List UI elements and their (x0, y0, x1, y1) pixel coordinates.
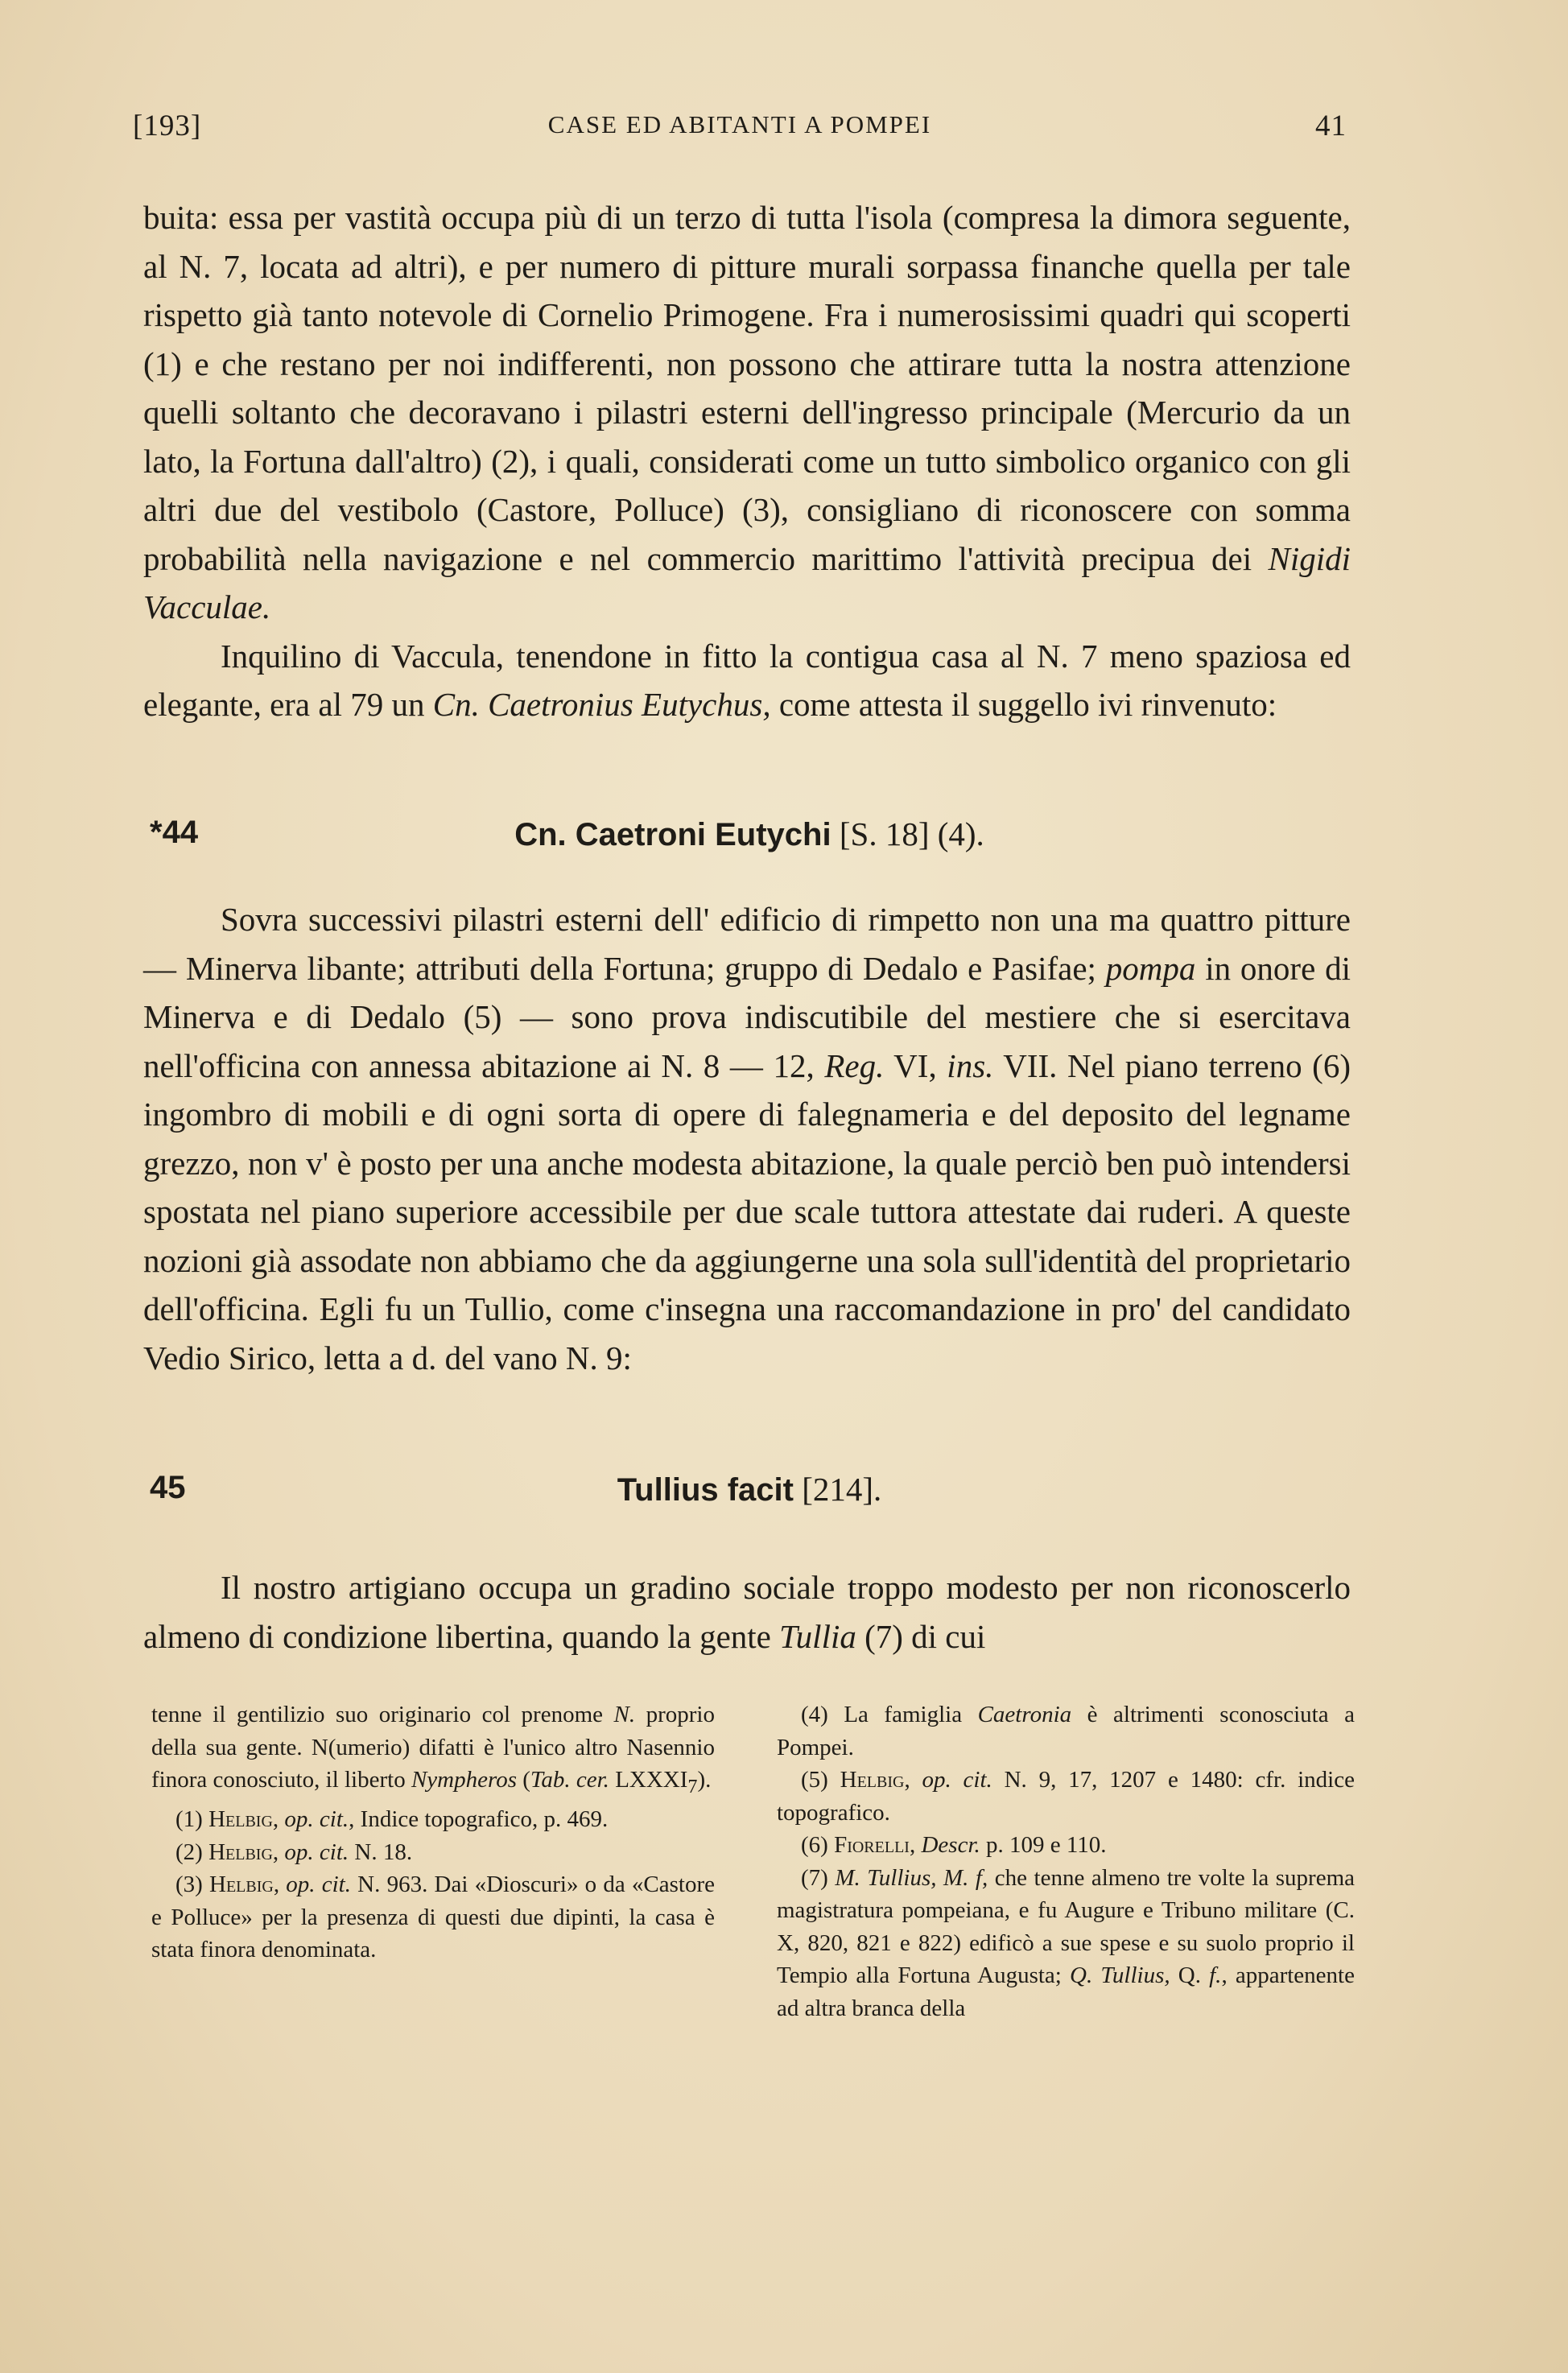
page-number: 41 (1315, 109, 1347, 142)
paragraph-text: VI, (884, 1046, 947, 1084)
italic-word: Tab. cer. (530, 1767, 609, 1793)
footnote-text: N. 963. Dai «Dioscuri» o da «Castore e Polluce» per la presenza di questi due dipinti, la casa è stata finora denominata. (151, 1872, 715, 1963)
footnote-text: tenne il gentilizio suo originario col prenome (151, 1702, 614, 1727)
italic-word: f. (1209, 1962, 1222, 1988)
entry-number: *44 (150, 815, 199, 850)
paragraph-text: in onore di Minerva e di Dedalo (5) — sono prova indiscutibile del mestiere che si esercitava nell'officina con annessa abitazione ai N. 8 — 12, (143, 949, 1351, 1084)
footnote-text: p. 109 e 110. (980, 1832, 1107, 1858)
paragraph-2 (143, 632, 1351, 729)
italic-word: pompa (1105, 949, 1196, 987)
footnote-4 (777, 1698, 1355, 1764)
body-text-bottom (143, 1563, 1351, 1661)
inscription-entry-45 (150, 1470, 1349, 1518)
footnote-text: che tenne almeno tre volte la suprema magistratura pompeiana, e fu Augure e Tribuno militare (C. X, 820, 821 e 822) edificò a sue spese e su suolo proprio il Tempio alla Fortuna Augusta; (777, 1864, 1355, 1988)
paragraph-text: come attesta il suggello ivi rinvenuto: (770, 686, 1277, 723)
footnote-text: Q. (1170, 1962, 1210, 1988)
entry-title (150, 1470, 1349, 1508)
inscription-text: Tullius facit (617, 1472, 794, 1508)
italic-word: Reg. (824, 1046, 885, 1084)
footnote-text: N. 18. (349, 1839, 413, 1865)
footnote-text: LXXXI (609, 1767, 688, 1793)
paragraph-text: buita: essa per vastità occupa più di un terzo di tutta l'isola (compresa la dimora seguente, al N. 7, locata ad altri), e per numero di pitture murali sorpassa finanche quella per tale rispetto già tanto notevole di Cornelio Primogene. Fra i numerosissimi quadri qui scoperti (1) e che restano per noi indifferenti, non possono che attirare tutta la nostra attenzione quelli soltanto che decoravano i pilastri esterni dell'ingresso principale (Mercurio da un lato, la Fortuna dall'altro) (2), i quali, considerati come un tutto simbolico organico con gli altri due del vestibolo (Castore, Polluce) (3), consigliano di riconoscere con somma probabilità nella navigazione e nel commercio marittimo l'attività precipua dei (143, 199, 1351, 577)
italic-word: ins. (947, 1046, 994, 1084)
footnote-text: ). (697, 1767, 712, 1793)
footnote-text: ( (516, 1767, 530, 1793)
footnote-text: , appartenente ad altra branca della (777, 1962, 1355, 2021)
author-name: Helbig (209, 1872, 274, 1898)
paragraph-1 (143, 193, 1351, 632)
footnote-5 (777, 1764, 1355, 1829)
italic-word: op. cit. (286, 1872, 351, 1898)
italic-name: Tullia (779, 1617, 856, 1655)
footnote-text: , (272, 1806, 285, 1833)
running-header (133, 109, 1347, 157)
footnote-number: (5) (801, 1767, 840, 1793)
footnote-7 (777, 1862, 1355, 2025)
body-text-top (143, 193, 1351, 729)
inscription-text: Cn. Caetroni Eutychi (514, 817, 831, 852)
footnote-continuation (151, 1698, 715, 1803)
italic-word: Descr. (921, 1832, 980, 1858)
footnote-number: (6) (801, 1832, 835, 1858)
paragraph-text: Inquilino di Vaccula, tenendone in fitto la contigua casa al N. 7 meno spaziosa ed elegante, era al 79 un (143, 637, 1351, 723)
footnote-text: (4) La famiglia (801, 1702, 978, 1727)
italic-word: op. cit. (922, 1767, 992, 1793)
italic-word: op. cit. (284, 1806, 349, 1833)
footnote-text: , (272, 1839, 285, 1865)
entry-number: 45 (150, 1470, 186, 1505)
footnote-text: , (909, 1832, 922, 1858)
italic-word: M. Tullius, M. f, (835, 1864, 988, 1891)
author-name: Fiorelli (834, 1832, 910, 1858)
footnote-text: , (904, 1767, 922, 1793)
paragraph-text: (7) di cui (856, 1617, 986, 1655)
footnote-2 (151, 1836, 715, 1869)
paragraph-4 (143, 1563, 1351, 1661)
footnote-6 (777, 1829, 1355, 1862)
footnote-number: (2) (175, 1839, 209, 1865)
author-name: Helbig (840, 1767, 905, 1793)
italic-word: Q. Tullius, (1070, 1962, 1170, 1988)
footnote-number: (3) (175, 1872, 210, 1898)
italic-word: Nympheros (411, 1767, 517, 1793)
footnote-number: (1) (175, 1806, 209, 1833)
author-name: Helbig (208, 1806, 273, 1833)
italic-word: op. cit. (284, 1839, 349, 1865)
italic-name: Cn. Caetronius Eutychus, (432, 686, 771, 723)
paragraph-text: VII. Nel piano terreno (6) ingombro di mobili e di ogni sorta di opere di falegnameria e del deposito del legname grezzo, non v' è posto per una anche modesta abitazione, la quale perciò ben può intendersi spostata nel piano superiore accessibile per due scale tuttora attestate dai ruderi. A queste nozioni già assodate non abbiamo che da aggiungerne una sola sull'identità del proprietario dell'officina. Egli fu un Tullio, come c'insegna una raccomandazione in pro' del candidato Vedio Sirico, letta a d. del vano N. 9: (143, 1046, 1351, 1376)
italic-name: Nigidi Vacculae. (143, 539, 1351, 625)
page-reference: [193] (133, 109, 202, 142)
running-title: CASE ED ABITANTI A POMPEI (547, 110, 932, 138)
footnote-text: proprio della sua gente. N(umerio) difatti è l'unico altro Nasennio finora conosciuto, il liberto (151, 1702, 715, 1793)
footnote-text: , Indice topografico, p. 469. (349, 1806, 609, 1833)
italic-word: N. (613, 1702, 636, 1727)
body-text-middle (143, 895, 1351, 1382)
inscription-reference: [S. 18] (4). (831, 815, 984, 852)
subscript: 7 (687, 1775, 698, 1797)
footnotes-left-column (151, 1698, 715, 1966)
footnote-text: è altrimenti sconosciuta a Pompei. (777, 1702, 1355, 1760)
entry-title (150, 815, 1349, 853)
italic-word: Caetronia (977, 1702, 1072, 1727)
paragraph-text: Il nostro artigiano occupa un gradino sociale troppo modesto per non riconoscerlo almeno di condizione libertina, quando la gente (143, 1569, 1351, 1655)
inscription-reference: [214]. (793, 1471, 882, 1508)
footnote-text: N. 9, 17, 1207 e 1480: cfr. indice topografico. (777, 1767, 1355, 1826)
author-name: Helbig (208, 1839, 273, 1865)
footnotes-right-column (777, 1698, 1355, 2024)
footnote-3 (151, 1868, 715, 1966)
paragraph-3 (143, 895, 1351, 1382)
footnote-1 (151, 1803, 715, 1836)
footnote-text: , (273, 1872, 287, 1898)
paragraph-text: Sovra successivi pilastri esterni dell' edificio di rimpetto non una ma quattro pitture — Minerva libante; attributi della Fortuna; gruppo di Dedalo e Pasifae; (143, 901, 1351, 987)
inscription-entry-44 (150, 815, 1349, 863)
footnote-number: (7) (801, 1864, 836, 1891)
